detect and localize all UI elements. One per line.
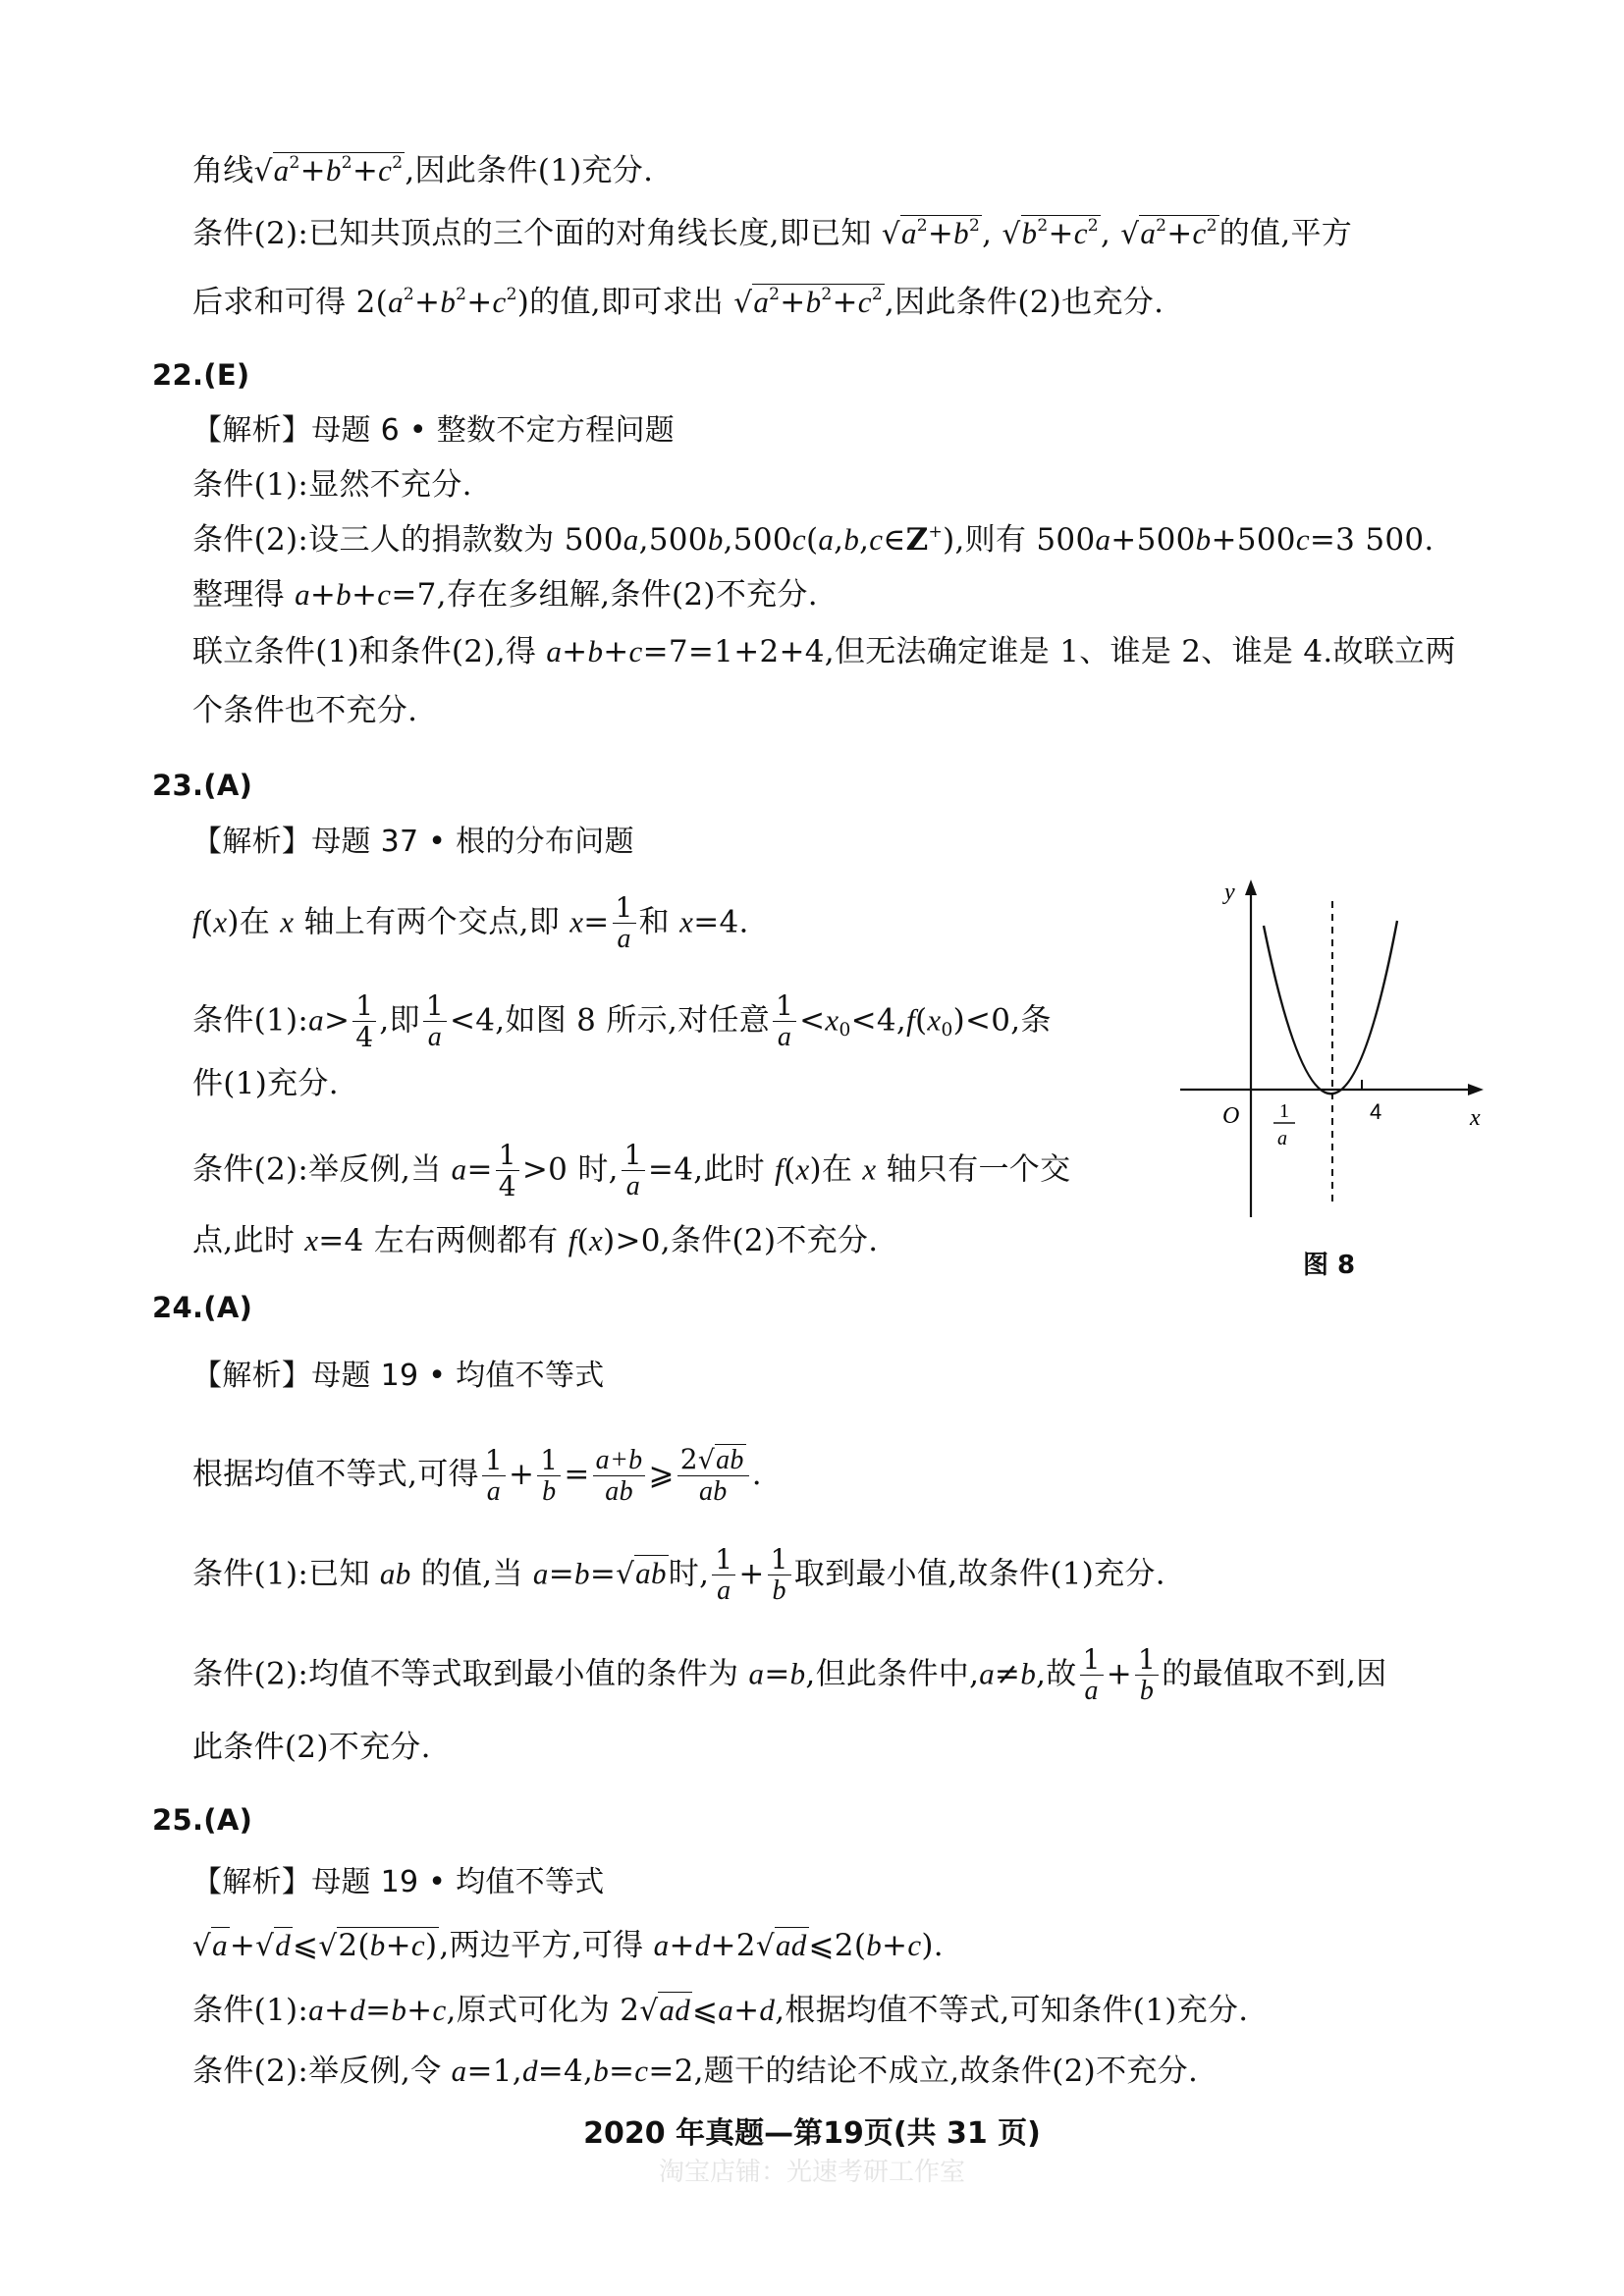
page-footer: 2020 年真题—第19页(共 31 页) <box>583 2116 1041 2151</box>
question-number: 24.(A) <box>152 1291 253 1324</box>
frac-denominator-label: a <box>1277 1128 1287 1149</box>
question-number: 25.(A) <box>152 1803 253 1837</box>
analysis-tag: 【解析】母题 19 • 均值不等式 <box>192 1359 605 1393</box>
figure-8-parabola <box>1175 872 1489 1227</box>
text-line: 条件(1):a+d=b+c,原式可化为 2√ad⩽a+d,根据均值不等式,可知条件(1)充分. <box>192 1993 1249 2028</box>
analysis-tag: 【解析】母题 37 • 根的分布问题 <box>192 825 634 859</box>
fraction: $\frac{1}{4}$ <box>352 991 376 1052</box>
text-line: 条件(2):均值不等式取到最小值的条件为 a=b,但此条件中,a≠b,故 $\frac{1}{a}$ + $\frac{1}{b}$ 的最值取不到,因 <box>192 1643 1387 1707</box>
fraction: $\frac{1}{a}$ <box>423 991 447 1052</box>
figure-caption: 图 8 <box>1303 1251 1356 1280</box>
fraction: $\frac{1}{a}$ <box>482 1446 506 1507</box>
y-axis-arrow <box>1245 880 1257 895</box>
text-line: 整理得 a+b+c=7,存在多组解,条件(2)不充分. <box>192 577 818 613</box>
sqrt-expression: √2(b+c) <box>318 1928 438 1963</box>
fraction: $\frac{1}{a}$ <box>622 1141 645 1201</box>
text-line: 条件(2):举反例,令 a=1,d=4,b=c=2,题干的结论不成立,故条件(2)不充分. <box>192 2054 1199 2089</box>
text-line: 后求和可得 $2(a^2+b^2+c^2)$的值,即可求出 $√a^2+b^2+c^2$,因此条件(2)也充分. <box>192 285 1164 320</box>
fraction: $\frac{1}{b}$ <box>537 1446 561 1507</box>
text-line: 根据均值不等式,可得 $\frac{1}{a}$ + $\frac{1}{b}$ = $\frac{a+b}{ab}$ ⩾ $\frac{2√ab}{ab}$ . <box>192 1443 762 1508</box>
text-line: 个条件也不充分. <box>192 693 418 728</box>
sqrt-expression: √ad <box>639 1993 691 2027</box>
fraction: $\frac{1}{a}$ <box>1080 1645 1104 1706</box>
fraction: $\frac{1}{b}$ <box>1135 1645 1159 1706</box>
question-number: 23.(A) <box>152 769 253 802</box>
text-line: 点,此时 x=4 左右两侧都有 f(x)>0,条件(2)不充分. <box>192 1223 879 1258</box>
y-label: y <box>1224 880 1235 905</box>
x-label: x <box>1470 1105 1481 1131</box>
text-line: 条件(1):a> $\frac{1}{4}$ ,即 $\frac{1}{a}$ <4,如图 8 所示,对任意 $\frac{1}{a}$ $<x_0<4,f(x_0)<0$,条 <box>192 989 1052 1054</box>
fraction: $\frac{1}{4}$ <box>496 1141 519 1201</box>
sqrt-expression: √ad <box>755 1928 807 1962</box>
fraction: $\frac{a+b}{ab}$ <box>593 1446 646 1507</box>
text-line: 角线$√a^2+b^2+c^2$,因此条件(1)充分. <box>192 153 654 188</box>
fraction: $\frac{1}{b}$ <box>768 1545 791 1606</box>
text-line: 条件(1):已知 ab 的值,当 a=b=√ab时, $\frac{1}{a}$ + $\frac{1}{b}$ 取到最小值,故条件(1)充分. <box>192 1543 1165 1607</box>
fraction: $\frac{1}{a}$ <box>773 991 796 1052</box>
text-line: 条件(2):已知共顶点的三个面的对角线长度,即已知 $√a^2+b^2$, $√b^2+c^2$, $√a^2+c^2$的值,平方 <box>192 216 1353 251</box>
parabola-curve <box>1264 921 1397 1094</box>
analysis-tag: 【解析】母题 19 • 均值不等式 <box>192 1865 605 1899</box>
text-line: 条件(2):设三人的捐款数为 500a,500b,500c(a,b,c∈Z+),则有 500a+500b+500c=3 500. <box>192 522 1435 558</box>
sqrt-expression: $√a^2+c^2$ <box>1120 216 1218 251</box>
sqrt-expression: $√a^2+b^2+c^2$ <box>253 153 404 188</box>
fraction: $\frac{2√ab}{ab}$ <box>677 1445 749 1507</box>
analysis-tag: 【解析】母题 6 • 整数不定方程问题 <box>192 413 676 448</box>
sqrt-expression: √ab <box>616 1556 667 1591</box>
frac-numerator-label: 1 <box>1279 1100 1289 1122</box>
origin-label: O <box>1222 1103 1240 1129</box>
sqrt-expression: $√a^2+b^2$ <box>881 216 981 251</box>
text-line: 条件(1):显然不充分. <box>192 467 472 503</box>
text-line: 件(1)充分. <box>192 1066 339 1101</box>
fraction: $\frac{1}{a}$ <box>613 893 636 954</box>
text-line: √a+√d⩽√2(b+c),两边平方,可得 a+d+2√ad⩽2(b+c). <box>192 1928 944 1963</box>
four-label: 4 <box>1370 1099 1382 1124</box>
text-line: f(x)在 x 轴上有两个交点,即 x= $\frac{1}{a}$ 和 x=4. <box>192 891 749 955</box>
fraction: $\frac{1}{a}$ <box>712 1545 735 1606</box>
text-line: 条件(2):举反例,当 a= $\frac{1}{4}$ >0 时, $\frac{1}{a}$ =4,此时 f(x)在 x 轴只有一个交 <box>192 1139 1071 1203</box>
sqrt-expression: $√b^2+c^2$ <box>1001 216 1099 251</box>
text-line: 此条件(2)不充分. <box>192 1730 431 1765</box>
sqrt-expression: √a <box>192 1928 228 1962</box>
question-number: 22.(E) <box>152 358 250 392</box>
sqrt-expression: √d <box>255 1928 292 1962</box>
sqrt-expression: $√a^2+b^2+c^2$ <box>733 285 883 320</box>
text-line: 联立条件(1)和条件(2),得 a+b+c=7=1+2+4,但无法确定谁是 1、谁是 2、谁是 4.故联立两 <box>192 634 1456 669</box>
x-axis-arrow <box>1468 1084 1484 1095</box>
watermark: 淘宝店铺：光速考研工作室 <box>658 2158 965 2187</box>
